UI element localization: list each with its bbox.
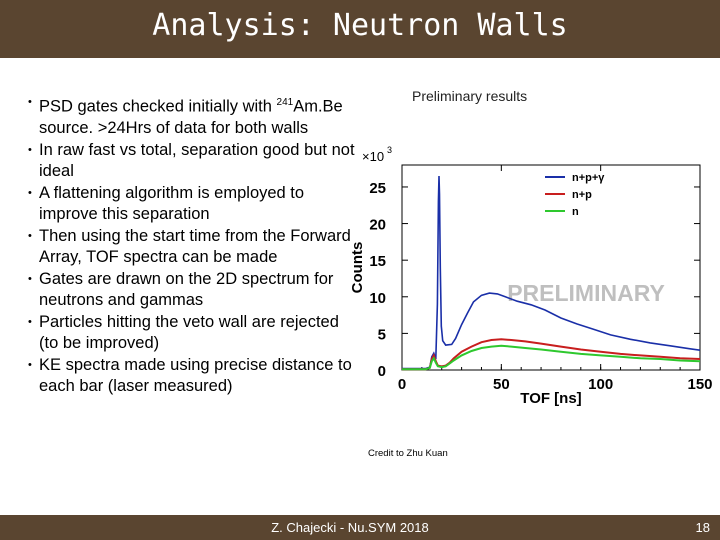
legend-label: n+p — [572, 189, 592, 201]
bullet-marker: • — [28, 186, 32, 199]
bullet-marker: • — [28, 229, 32, 242]
bullet-text: In raw fast vs total, separation good but not ideal — [39, 140, 355, 180]
credit-text: Credit to Zhu Kuan — [368, 448, 448, 459]
bullet-marker: • — [28, 315, 32, 328]
legend-label: n — [572, 206, 579, 218]
bullet-text: Am.Be source. >24Hrs of data for both walls — [39, 97, 343, 137]
bullet-superscript: 241 — [276, 97, 294, 108]
bullet-marker: • — [28, 96, 32, 108]
bullet-marker: • — [28, 143, 32, 156]
bullet-item — [20, 269, 360, 312]
tof-chart — [340, 135, 715, 410]
y-multiplier-label: ×10 — [362, 149, 385, 164]
series-line-2 — [402, 346, 700, 370]
bullet-marker: • — [28, 272, 32, 285]
x-tick-label: 0 — [397, 376, 407, 393]
plot-frame — [402, 165, 700, 370]
y-tick-label: 25 — [369, 179, 386, 197]
preliminary-watermark: PRELIMINARY — [507, 280, 665, 306]
preliminary-results-label: Preliminary results — [412, 88, 528, 104]
y-tick-label: 15 — [369, 253, 386, 271]
x-axis-label: TOF [ns] — [520, 390, 582, 407]
legend-label: n+p+γ — [572, 172, 605, 184]
series-line-0 — [402, 176, 700, 369]
x-tick-label: 50 — [492, 376, 510, 393]
slide-title: Analysis: Neutron Walls — [152, 8, 568, 43]
bullet-text: Then using the start time from the Forward Array, TOF spectra can be made — [39, 226, 351, 266]
footer-text: Z. Chajecki - Nu.SYM 2018 — [271, 520, 429, 535]
bullet-item — [20, 226, 360, 269]
y-multiplier-exponent: 3 — [387, 145, 393, 155]
bullet-item — [20, 140, 360, 183]
y-tick-label: 10 — [369, 289, 386, 307]
x-tick-label: 150 — [687, 376, 713, 393]
y-tick-label: 20 — [369, 216, 386, 234]
bullet-marker: • — [28, 358, 32, 371]
bullet-list — [20, 92, 360, 398]
bullet-item — [20, 183, 360, 226]
bullet-text: Gates are drawn on the 2D spectrum for neutrons and gammas — [39, 269, 334, 309]
y-tick-label: 5 — [377, 326, 386, 344]
bullet-item — [20, 92, 360, 140]
bullet-text: PSD gates checked initially with — [39, 97, 277, 116]
footer-bar — [0, 515, 720, 540]
bullet-item — [20, 312, 360, 355]
x-tick-label: 100 — [588, 376, 614, 393]
y-axis-label: Counts — [349, 241, 366, 294]
bullet-text: KE spectra made using precise distance to each bar (laser measured) — [39, 355, 352, 395]
bullet-item — [20, 355, 360, 398]
bullet-text: A flattening algorithm is employed to improve this separation — [39, 183, 305, 223]
bullet-text: Particles hitting the veto wall are rejected (to be improved) — [39, 312, 339, 352]
title-bar — [0, 0, 720, 58]
y-tick-label: 0 — [377, 363, 386, 380]
page-number: 18 — [695, 520, 710, 535]
